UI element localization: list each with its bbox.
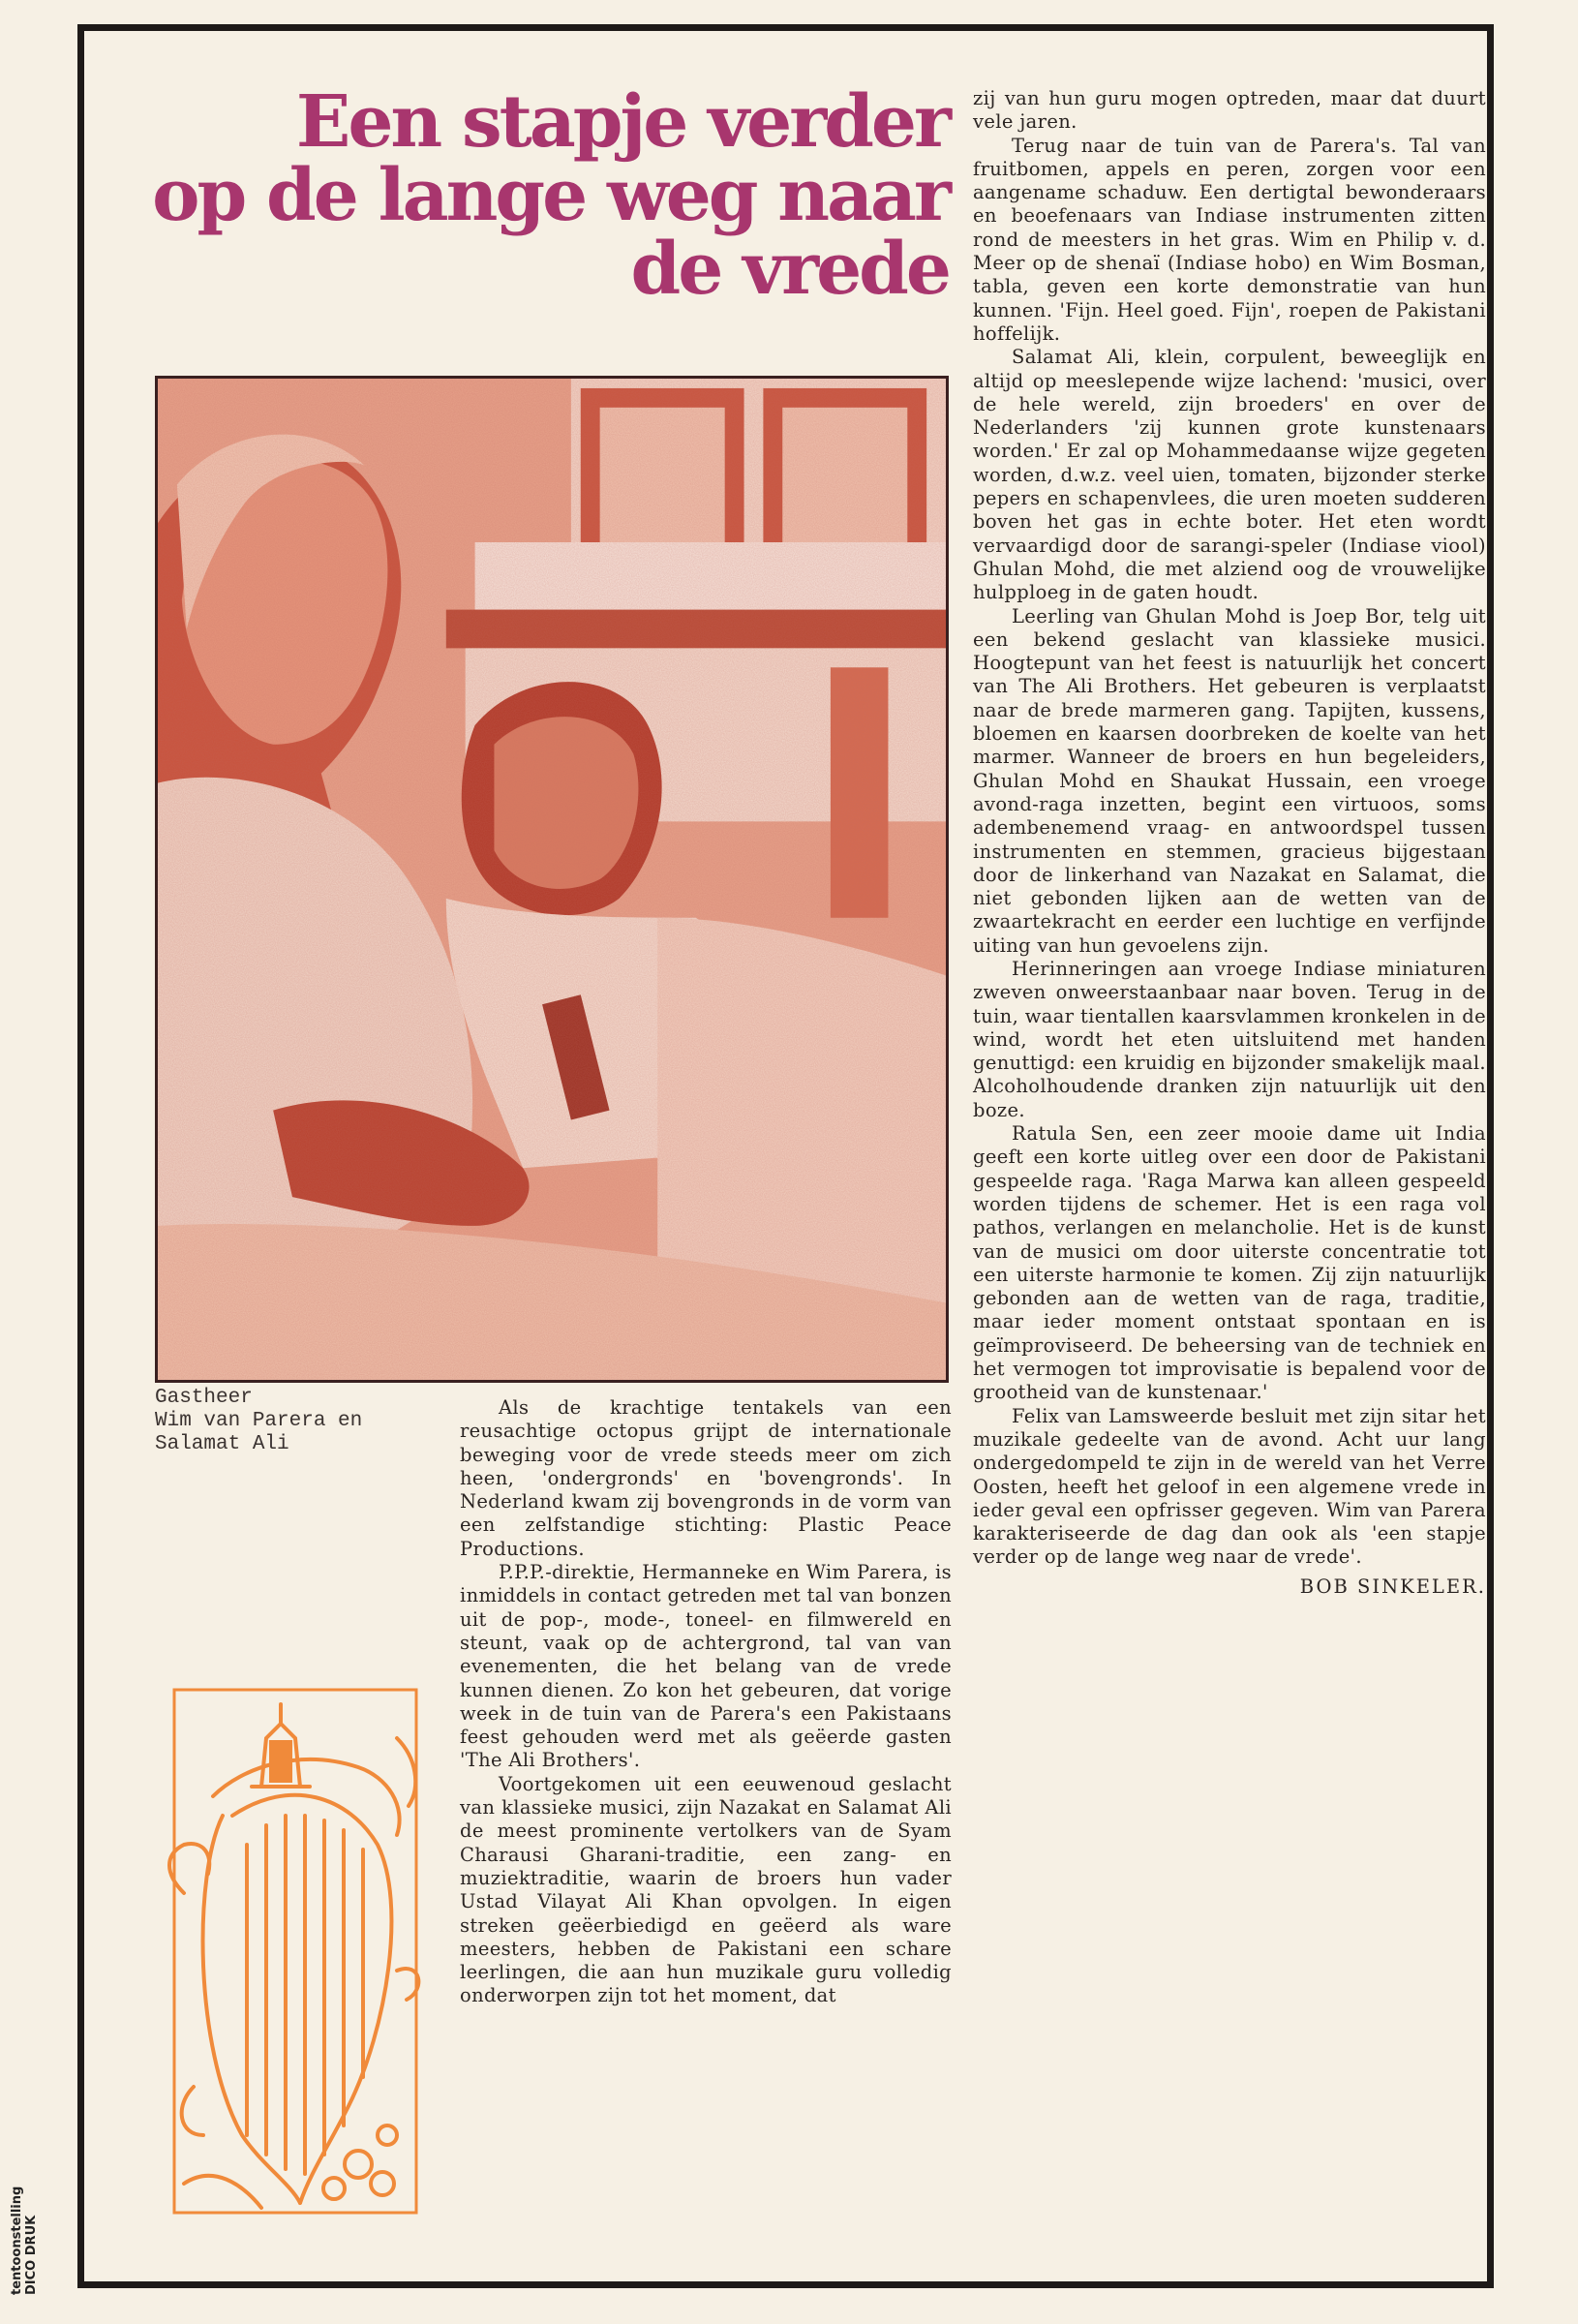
- paragraph: Terug naar de tuin van de Parera's. Tal van fruitbomen, appels en peren, zorgen voor een aangename schaduw. Een dertigtal bewonderaars en beoefenaars van Indiase instrumenten zitten rond de meesters in het gras. Wim en Philip v. d. Meer op de shenaï (Indiase hobo) en Wim Bosman, tabla, geven een korte demonstratie van hun kunnen. 'Fijn. Heel goed. Fijn', roepen de Pakistani hoffelijk.: [973, 134, 1486, 345]
- article-photo: [155, 376, 949, 1383]
- printer-mark-line-1: tentoonstelling: [10, 2186, 24, 2295]
- paragraph: Leerling van Ghulan Mohd is Joep Bor, telg uit een bekend geslacht van klassieke musici. Hoogtepunt van het feest is natuurlijk het concert van The Ali Brothers. Het gebeuren is verplaatst naar de brede marmeren gang. Tapijten, kussens, bloemen en kaarsen doorbreken de koelte van het marmer. Wanneer de broers en hun begeleiders, Ghulan Mohd en Shaukat Hussain, een vroege avond-raga inzetten, begint een virtuoos, soms adembenemend vraag- en antwoordspel tussen instrumenten en stemmen, gracieus bijgestaan door de linkerhand van Nazakat en Salamat, die niet gebonden lijken aan de wetten van de zwaartekracht en eerder een luchtige en verfijnde uiting van hun gevoelens zijn.: [973, 604, 1486, 957]
- harp-icon: [155, 1680, 436, 2222]
- paragraph: Als de krachtige tentakels van een reusachtige octopus grijpt de internationale beweging voor de vrede steeds meer om zich heen, 'ondergronds' en 'bovengronds'. In Nederland kwam zij bovengronds in de vorm van een zelfstandige stichting: Plastic Peace Productions.: [460, 1396, 952, 1560]
- paragraph-continuation: zij van hun guru mogen optreden, maar dat duurt vele jaren.: [973, 87, 1486, 134]
- printer-mark-line-3: DRUK: [24, 2215, 39, 2256]
- photo-caption: [155, 1387, 416, 1456]
- paragraph: Voortgekomen uit een eeuwenoud geslacht van klassieke musici, zijn Nazakat en Salamat Ali de meest prominente vertolkers van de Syam Charausi Gharani-traditie, een zang- en muziektraditie, waarin de broers hun vader Ustad Vilayat Ali Khan opvolgen. In eigen streken geëerbiedigd en geëerd als ware meesters, hebben de Pakistani een schare leerlingen, die aan hun muzikale guru volledig onderworpen zijn tot het moment, dat: [460, 1772, 952, 2007]
- paragraph: Felix van Lamsweerde besluit met zijn sitar het muzikale gedeelte van de avond. Acht uur lang ondergedompeld te zijn in de wereld van het Verre Oosten, heeft het geloof in een algemene vrede in ieder geval een opfrisser gegeven. Wim van Parera karakteriseerde de dag dan ook als 'een stapje verder op de lange weg naar de vrede'.: [973, 1404, 1486, 1569]
- author-signature: BOB SINKELER.: [1299, 1575, 1486, 1598]
- article-column-right: [973, 87, 1486, 2266]
- printer-mark: [10, 2140, 58, 2295]
- harp-ornament: [155, 1680, 436, 2222]
- caption-line-3: Salamat Ali: [155, 1433, 289, 1455]
- headline-line-1: Een stapje verder: [295, 80, 949, 164]
- headline-line-2: op de lange weg naar: [152, 154, 949, 237]
- paragraph: P.P.P.-direktie, Hermanneke en Wim Parera, is inmiddels in contact getreden met tal van bonzen uit de pop-, mode-, toneel- en filmwereld en steunt, vaak op de achtergrond, tal van van evenementen, die het belang van de vrede kunnen dienen. Zo kon het gebeuren, dat vorige week in de tuin van de Parera's een Pakistaans feest gehouden werd met als geëerde gasten 'The Ali Brothers'.: [460, 1561, 952, 1772]
- paragraph: Herinneringen aan vroege Indiase miniaturen zweven onweerstaanbaar naar boven. Terug in de tuin, waar tientallen kaarsvlammen kronkelen in de wind, wordt het eten uitsluitend met handen genuttigd: een kruidig en bijzonder smakelijk maal. Alcoholhoudende dranken zijn natuurlijk uit den boze.: [973, 957, 1486, 1121]
- caption-line-2: Wim van Parera en: [155, 1410, 363, 1432]
- caption-line-1: Gastheer: [155, 1387, 253, 1409]
- printer-mark-text: [10, 2186, 39, 2295]
- article-column-middle: [460, 1396, 952, 2268]
- paragraph: Salamat Ali, klein, corpulent, beweeglijk en altijd op meeslepende wijze lachend: 'musici, over de hele wereld, zijn broeders' en over de Nederlanders 'zij kunnen grote kunstenaars worden.' Er zal op Mohammedaanse wijze gegeten worden, d.w.z. veel uien, tomaten, bijzonder sterke pepers en schapenvlees, die uren moeten sudderen boven het gas in echte boter. Het eten wordt vervaardigd door de sarangi-speler (Indiase viool) Ghulan Mohd, die met alziend oog de vrouwelijke hulpploeg in de gaten houdt.: [973, 346, 1486, 604]
- paragraph: Ratula Sen, een zeer mooie dame uit India geeft een korte uitleg over een door de Pakistani gespeelde raga. 'Raga Marwa kan alleen gespeeld worden tijdens de schemer. Het is een raga vol pathos, verlangen en melancholie. Het is de kunst van de musici om door uiterste concentratie tot een uiterste harmonie te komen. Zij zijn natuurlijk gebonden aan de wetten van de raga, traditie, maar ieder moment ontstaat spontaan en is geïmproviseerd. De beheersing van de techniek en het vermogen tot improvisatie is bepalend voor de grootheid van de kunstenaar.': [973, 1122, 1486, 1404]
- printer-mark-line-2: DICO: [24, 2259, 39, 2295]
- headline: [145, 80, 949, 311]
- headline-line-3: de vrede: [630, 228, 949, 311]
- photo-illustration: [158, 379, 946, 1380]
